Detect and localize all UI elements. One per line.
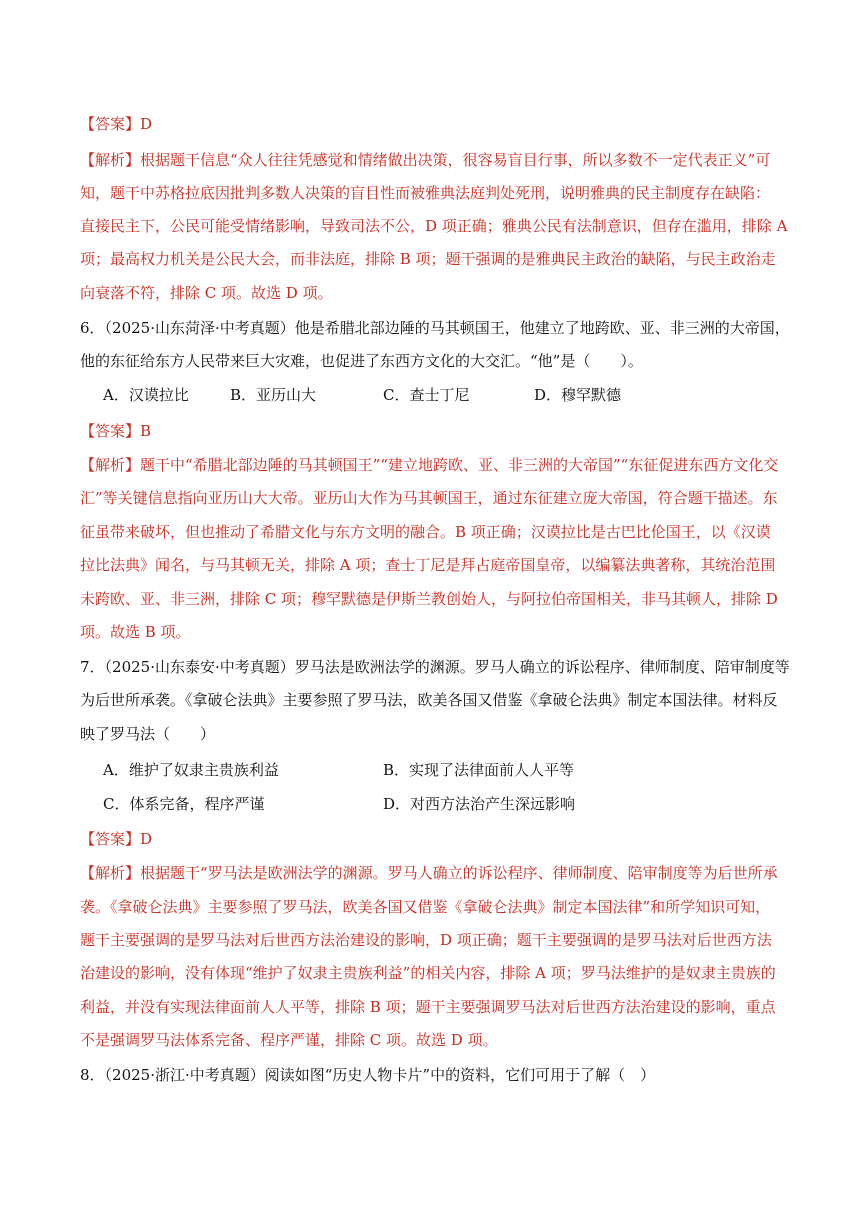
q6-option-a: A．汉谟拉比 bbox=[103, 386, 189, 404]
q7-stem-line: 映了罗马法（ ） bbox=[80, 725, 216, 743]
q7-analysis-line: 【解析】根据题干“罗马法是欧洲法学的渊源。罗马人确立的诉讼程序、律师制度、陪审制度等为后世所承 bbox=[80, 864, 778, 882]
q7-analysis-line: 袭。《拿破仑法典》主要参照了罗马法，欧美各国又借鉴《拿破仑法典》制定本国法律”和所学知识可知， bbox=[80, 898, 771, 916]
q6-analysis-line: 征虽带来破坏，但也推动了希腊文化与东方文明的融合。B 项正确；汉谟拉比是古巴比伦国王，以《汉谟 bbox=[80, 523, 771, 541]
q7-stem-line: 7．（2025·山东泰安·中考真题）罗马法是欧洲法学的渊源。罗马人确立的诉讼程序、律师制度、陪审制度等 bbox=[80, 658, 790, 676]
q6-option-d: D．穆罕默德 bbox=[534, 386, 622, 404]
q7-analysis-line: 题干主要强调的是罗马法对后世西方法治建设的影响，D 项正确；题干主要强调的是罗马法对后世西方法 bbox=[80, 931, 772, 949]
q6-analysis-line: 未跨欧、亚、非三洲，排除 C 项；穆罕默德是伊斯兰教创始人，与阿拉伯帝国相关，非马其顿人，排除 D bbox=[80, 590, 778, 608]
q5-analysis-line: 知，题干中苏格拉底因批判多数人决策的盲目性而被雅典法庭判处死刑，说明雅典的民主制度存在缺陷： bbox=[80, 184, 771, 202]
q7-analysis-line: 治建设的影响，没有体现“维护了奴隶主贵族利益”的相关内容，排除 A 项；罗马法维护的是奴隶主贵族的 bbox=[80, 964, 776, 982]
q7-option-a: A．维护了奴隶主贵族利益 bbox=[103, 761, 279, 779]
q7-option-c: C．体系完备，程序严谨 bbox=[103, 795, 265, 813]
q5-analysis-line: 项；最高权力机关是公民大会，而非法庭，排除 B 项；题干强调的是雅典民主政治的缺陷，与民主政治走 bbox=[80, 250, 776, 268]
q7-analysis-line: 利益，并没有实现法律面前人人平等，排除 B 项；题干主要强调罗马法对后世西方法治建设的影响，重点 bbox=[80, 998, 776, 1016]
q6-option-b: B．亚历山大 bbox=[230, 386, 317, 404]
q6-option-c: C．查士丁尼 bbox=[383, 386, 470, 404]
q8-stem-line: 8．（2025·浙江·中考真题）阅读如图“历史人物卡片”中的资料，它们可用于了解（ ） bbox=[80, 1066, 656, 1084]
q6-analysis-line: 项。故选 B 项。 bbox=[80, 623, 191, 641]
q5-analysis-line: 向衰落不符，排除 C 项。故选 D 项。 bbox=[80, 284, 333, 302]
q6-analysis-line: 拉比法典》闻名，与马其顿无关，排除 A 项；查士丁尼是拜占庭帝国皇帝，以编纂法典著称，其统治范围 bbox=[80, 556, 776, 574]
q5-analysis-line: 【解析】根据题干信息“众人往往凭感觉和情绪做出决策，很容易盲目行事，所以多数不一定代表正义”可 bbox=[80, 151, 771, 169]
q5-analysis-line: 直接民主下，公民可能受情绪影响，导致司法不公，D 项正确；雅典公民有法制意识，但存在滥用，排除 A bbox=[80, 217, 788, 235]
q7-analysis-line: 不是强调罗马法体系完备、程序严谨，排除 C 项。故选 D 项。 bbox=[80, 1031, 498, 1049]
q7-answer: 【答案】D bbox=[80, 830, 153, 848]
q7-option-b: B．实现了法律面前人人平等 bbox=[383, 761, 575, 779]
q5-answer: 【答案】D bbox=[80, 115, 153, 133]
q6-analysis-line: 汇”等关键信息指向亚历山大大帝。亚历山大作为马其顿国王，通过东征建立庞大帝国，符合题干描述。东 bbox=[80, 489, 778, 507]
q6-analysis-line: 【解析】题干中“希腊北部边陲的马其顿国王”“建立地跨欧、亚、非三洲的大帝国”“东征促进东西方文化交 bbox=[80, 456, 779, 474]
q6-stem-line: 他的东征给东方人民带来巨大灾难，也促进了东西方文化的大交汇。“他”是（ ）。 bbox=[80, 352, 643, 370]
q6-answer: 【答案】B bbox=[80, 422, 152, 440]
q6-stem-line: 6．（2025·山东菏泽·中考真题）他是希腊北部边陲的马其顿国王，他建立了地跨欧、亚、非三洲的大帝国， bbox=[80, 319, 790, 337]
q7-stem-line: 为后世所承袭。《拿破仑法典》主要参照了罗马法，欧美各国又借鉴《拿破仑法典》制定本国法律。材料反 bbox=[80, 691, 778, 709]
q7-option-d: D．对西方法治产生深远影响 bbox=[383, 795, 576, 813]
